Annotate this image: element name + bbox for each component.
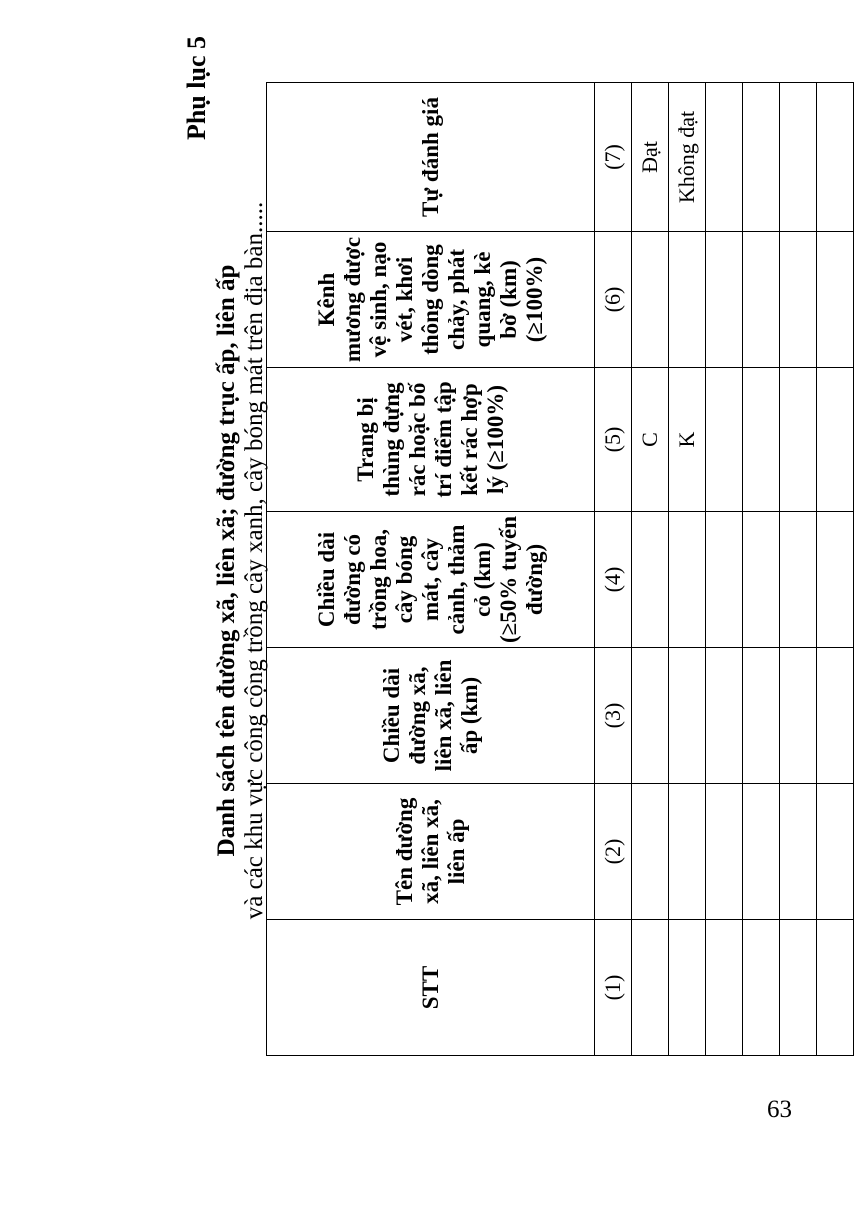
table-cell xyxy=(780,648,817,784)
table-cell: K xyxy=(669,368,706,512)
table-cell xyxy=(780,784,817,920)
table-cell xyxy=(706,648,743,784)
table-cell xyxy=(706,784,743,920)
table-cell: Không đạt xyxy=(669,83,706,232)
table-row xyxy=(817,83,854,1056)
table-cell xyxy=(669,784,706,920)
table-cell xyxy=(743,368,780,512)
table-cell: C xyxy=(632,368,669,512)
table-cell xyxy=(669,512,706,648)
table-cell xyxy=(780,512,817,648)
header-cell: Tên đường xã, liên xã, liên ấp xyxy=(267,784,595,920)
table-cell xyxy=(706,368,743,512)
table-row xyxy=(780,83,817,1056)
table-cell xyxy=(817,920,854,1056)
header-cell: STT xyxy=(267,920,595,1056)
appendix-label: Phụ lục 5 xyxy=(182,36,211,141)
table-cell xyxy=(817,232,854,368)
table-cell xyxy=(632,232,669,368)
table-cell xyxy=(706,512,743,648)
table-cell: Đạt xyxy=(632,83,669,232)
header-cell: Chiều dài đường có trồng hoa, cây bóng mát, cây cảnh, thảm cỏ (km) (≥50% tuyến đường) xyxy=(267,512,595,648)
table-cell xyxy=(780,368,817,512)
table-cell xyxy=(817,648,854,784)
header-cell: Tự đánh giá xyxy=(267,83,595,232)
table-cell xyxy=(632,784,669,920)
table-cell xyxy=(817,368,854,512)
column-number: (4) xyxy=(595,512,632,648)
table-cell xyxy=(632,512,669,648)
table-cell xyxy=(780,83,817,232)
column-number: (7) xyxy=(595,83,632,232)
table-cell xyxy=(743,784,780,920)
table-cell xyxy=(706,83,743,232)
table-cell xyxy=(706,920,743,1056)
page-number: 63 xyxy=(767,1096,792,1123)
table-cell xyxy=(817,784,854,920)
table-cell xyxy=(743,920,780,1056)
table-row xyxy=(632,83,669,1056)
table-row xyxy=(669,83,706,1056)
table-cell xyxy=(743,232,780,368)
header-cell: Chiều dài đường xã, liên xã, liên ấp (km) xyxy=(267,648,595,784)
rotated-page-content xyxy=(170,15,765,1106)
table-cell xyxy=(632,648,669,784)
column-number-row xyxy=(595,83,632,1056)
road-list-table xyxy=(266,82,854,1056)
table-cell xyxy=(780,232,817,368)
table-cell xyxy=(743,83,780,232)
table-cell xyxy=(817,512,854,648)
title-line-1: Danh sách tên đường xã, liên xã; đường trục ấp, liên ấp xyxy=(213,264,240,857)
header-cell: Trang bị thùng đựng rác hoặc bố trí điểm tập kết rác hợp lý (≥100%) xyxy=(267,368,595,512)
title-line-2: và các khu vực công cộng trồng cây xanh, cây bóng mát trên địa bàn..... xyxy=(241,201,268,920)
header-cell: Kênh mương được vệ sinh, nạo vét, khơi thông dòng chảy, phát quang, kè bờ (km) (≥100%) xyxy=(267,232,595,368)
table-cell xyxy=(669,920,706,1056)
column-number: (2) xyxy=(595,784,632,920)
table-cell xyxy=(817,83,854,232)
table-cell xyxy=(743,648,780,784)
column-number: (5) xyxy=(595,368,632,512)
table-row xyxy=(706,83,743,1056)
table-cell xyxy=(780,920,817,1056)
table-cell xyxy=(706,232,743,368)
table-cell xyxy=(669,232,706,368)
table-cell xyxy=(669,648,706,784)
column-number: (6) xyxy=(595,232,632,368)
table-cell xyxy=(743,512,780,648)
column-number: (1) xyxy=(595,920,632,1056)
table-cell xyxy=(632,920,669,1056)
column-number: (3) xyxy=(595,648,632,784)
table-row xyxy=(743,83,780,1056)
header-row xyxy=(267,83,595,1056)
